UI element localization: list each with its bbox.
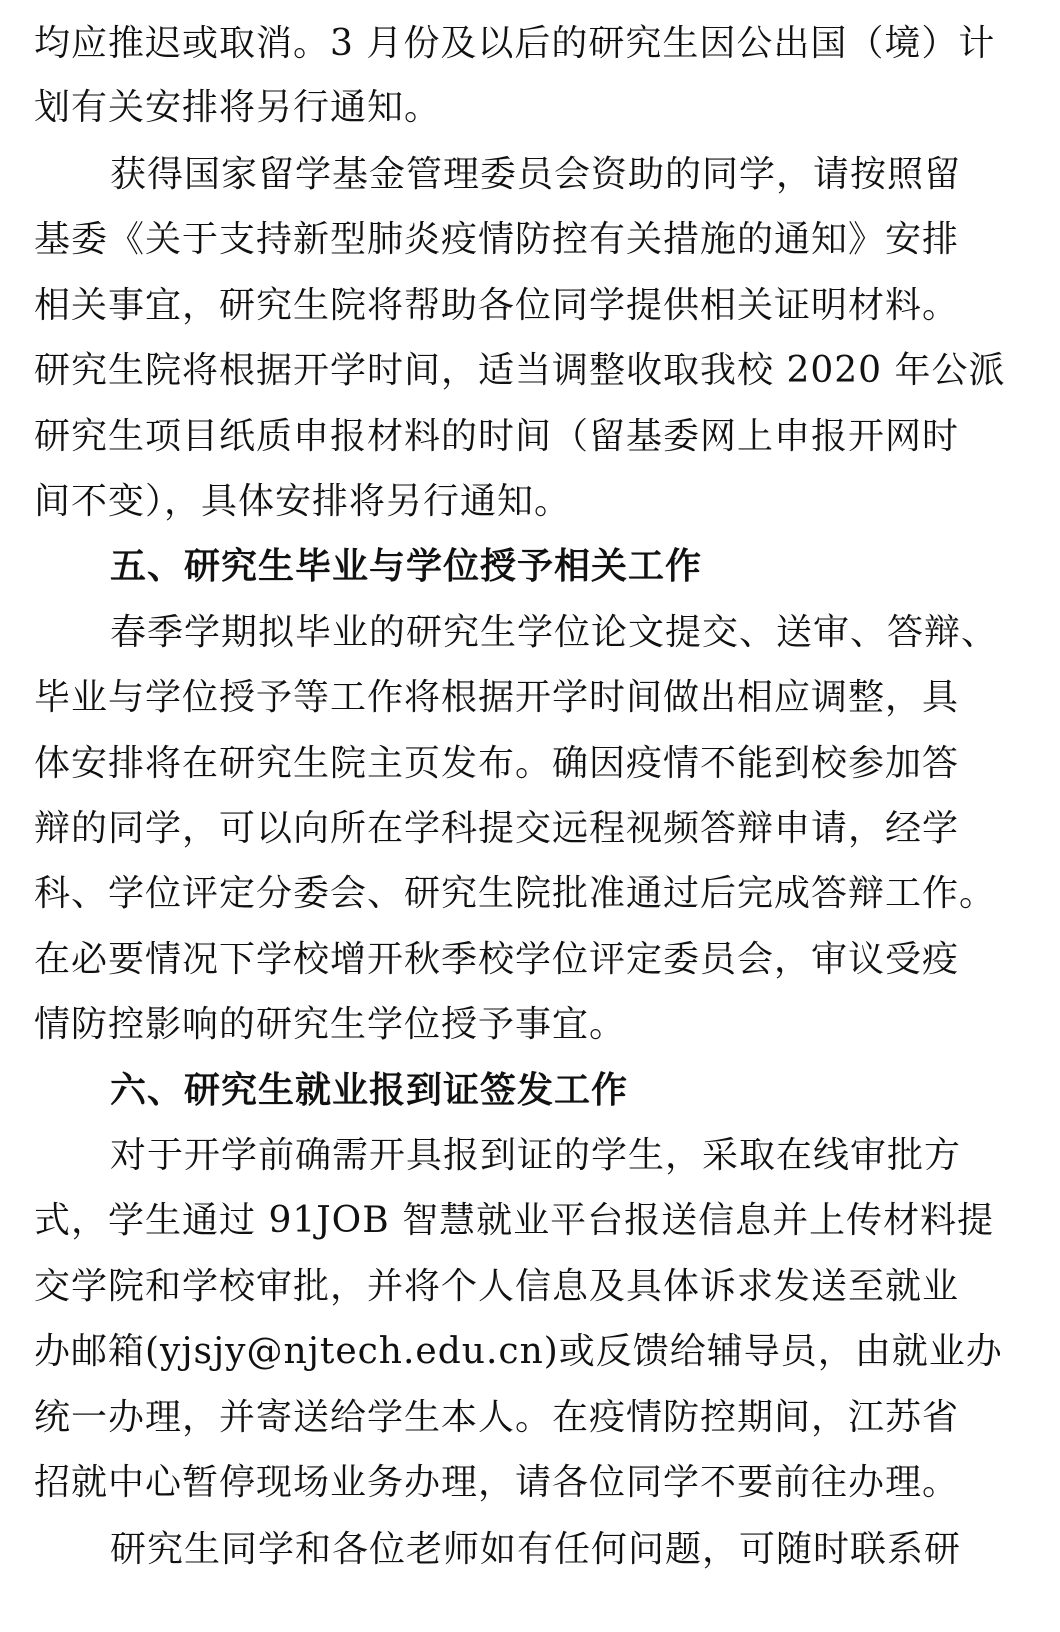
text-line: 情防控影响的研究生学位授予事宜。 [34, 1004, 627, 1045]
section-heading-5: 五、研究生毕业与学位授予相关工作 [110, 546, 703, 587]
text-line: 科、学位评定分委会、研究生院批准通过后完成答辩工作。 [34, 873, 997, 914]
text-line: 研究生院将根据开学时间，适当调整收取我校 2020 年公派 [34, 350, 1006, 391]
text-line: 研究生项目纸质申报材料的时间（留基委网上申报开网时 [34, 416, 960, 457]
paragraph-first-line: 获得国家留学基金管理委员会资助的同学，请按照留 [110, 154, 962, 195]
text-line: 体安排将在研究生院主页发布。确因疫情不能到校参加答 [34, 743, 960, 784]
text-line: 在必要情况下学校增开秋季校学位评定委员会，审议受疫 [34, 939, 960, 980]
text-line: 招就中心暂停现场业务办理，请各位同学不要前往办理。 [34, 1462, 960, 1503]
text-line: 式，学生通过 91JOB 智慧就业平台报送信息并上传材料提 [34, 1200, 995, 1241]
text-line: 划有关安排将另行通知。 [34, 87, 442, 128]
paragraph-first-line: 对于开学前确需开具报到证的学生，采取在线审批方 [110, 1135, 962, 1176]
text-line: 统一办理，并寄送给学生本人。在疫情防控期间，江苏省 [34, 1397, 960, 1438]
text-line: 均应推迟或取消。3 月份及以后的研究生因公出国（境）计 [34, 23, 996, 64]
text-line: 间不变），具体安排将另行通知。 [34, 481, 572, 522]
text-line: 相关事宜，研究生院将帮助各位同学提供相关证明材料。 [34, 285, 960, 326]
paragraph-first-line: 春季学期拟毕业的研究生学位论文提交、送审、答辩、 [110, 612, 999, 653]
email-address-line: 办邮箱(yjsjy@njtech.edu.cn)或反馈给辅导员，由就业办 [34, 1331, 1003, 1372]
paragraph-first-line: 研究生同学和各位老师如有任何问题，可随时联系研 [110, 1529, 962, 1570]
text-line: 交学院和学校审批，并将个人信息及具体诉求发送至就业 [34, 1266, 960, 1307]
text-line: 辩的同学，可以向所在学科提交远程视频答辩申请，经学 [34, 808, 960, 849]
text-line: 基委《关于支持新型肺炎疫情防控有关措施的通知》安排 [34, 219, 960, 260]
text-line: 毕业与学位授予等工作将根据开学时间做出相应调整，具 [34, 677, 960, 718]
section-heading-6: 六、研究生就业报到证签发工作 [110, 1070, 629, 1111]
